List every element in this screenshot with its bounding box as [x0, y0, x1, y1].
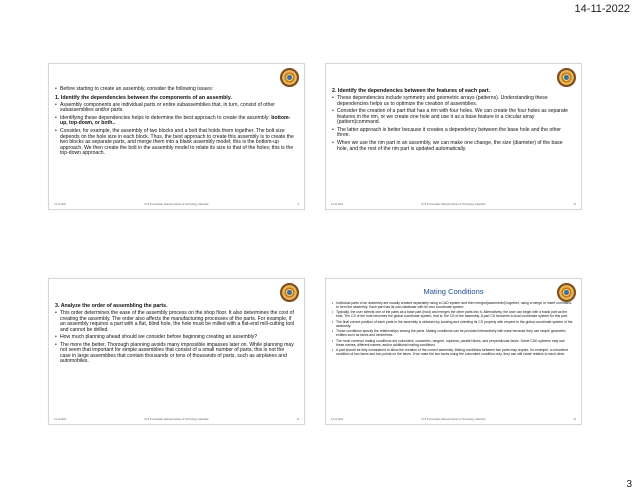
list-item: • The final correct position of each parts in the assembly is obtained by locating and orienting its CS properly with respect to the global coordinate system of the assembly. — [332, 321, 573, 329]
slide-content — [332, 302, 573, 358]
slide-thumbnail — [325, 278, 582, 425]
slide-footer — [54, 417, 299, 421]
institute-logo-icon — [557, 68, 576, 87]
slide-heading: 1. Identify the dependencies between the components of an assembly. — [55, 94, 232, 101]
slide-thumbnail — [325, 63, 582, 210]
slide-thumbnail — [48, 63, 305, 210]
list-item: • Typically, the user selects one of the parts as a base part (host) and merges the other parts into it. Alternatively, the user can begin with a blank part as the host. The CS of the host becomes the global coordinate system, that is, the CS of the assembly. A part CS becomes a local coordinate system for this part. — [332, 311, 573, 319]
slide-footer — [54, 202, 299, 206]
footer-institute: Dr B R Ambedkar National Institute of Technology, Jalandhar — [421, 203, 486, 206]
page-number: 3 — [626, 479, 632, 490]
footer-institute: Dr B R Ambedkar National Institute of Technology, Jalandhar — [144, 203, 209, 206]
footer-slide-number: 9 — [297, 203, 299, 206]
slide-heading: 2. Identify the dependencies between the features of each part. — [332, 88, 491, 94]
footer-date: 14-11-2022 — [54, 203, 67, 206]
slide-footer — [331, 417, 576, 421]
footer-slide-number: 12 — [573, 418, 576, 421]
page-date: 14-11-2022 — [574, 3, 630, 15]
footer-date: 14-11-2022 — [331, 203, 344, 206]
slide-footer — [331, 202, 576, 206]
footer-date: 14-11-2022 — [54, 418, 67, 421]
footer-institute: Dr B R Ambedkar National Institute of Technology, Jalandhar — [421, 418, 486, 421]
slide-content — [55, 302, 296, 367]
footer-slide-number: 11 — [296, 418, 299, 421]
list-item: • Individual parts of an assembly are usually created separately using a CAD system and then merged(assembled) together, using a merge or insert command, to form the assembly. Each part has its own database with its own coordinate system. — [332, 302, 573, 310]
list-item — [55, 116, 296, 127]
list-item: • Consider the creation of a part that has a rim with four holes. We can create the four holes as separate features in the rim, or we create one hole and use it as a base feature in a circular array (pattern)command. — [332, 109, 573, 126]
slide-content — [55, 87, 296, 159]
list-item: • How much planning ahead should we consider before beginning creating an assembly? — [55, 335, 296, 341]
footer-date: 14-11-2022 — [331, 418, 344, 421]
institute-logo-icon — [280, 283, 299, 302]
list-item: • These conditions specify the relationships among the parts. Mating conditions can be provided interactively with ease because they use simple geometric entities such as faces and centerlines. — [332, 330, 573, 338]
list-item: • When we use the rim part in an assembly, we can make one change, the size (diameter) of the base hole, and the rest of the rim part is updated automatically. — [332, 141, 573, 152]
institute-logo-icon — [280, 68, 299, 87]
footer-institute: Dr B R Ambedkar National Institute of Technology, Jalandhar — [144, 418, 209, 421]
list-item-text: Identifying these dependencies helps to determine the best approach to create the assembly: — [60, 114, 272, 121]
slide-thumbnail — [48, 278, 305, 425]
list-item: • These dependencies include symmetry and geometric arrays (patterns). Understanding these dependencies helps us to optimize the creation of assemblies. — [332, 96, 573, 107]
list-item: • Assembly components are individual parts or entire subassemblies that, in turn, consist of other subassemblies and/or parts. — [55, 103, 296, 114]
list-item: • The most common mating conditions are coincident, concentric, tangent, coplanar, parallel faces, and perpendicular faces. Some CAD systems may use these names, different names, and/or additional mating conditions. — [332, 340, 573, 348]
list-item: • The more the better. Thorough planning avoids many impossible impasses later on. While planning may not seem that important for simple assemblies that consist of a small number of parts, this is not the case in large assemblies that contain thousands or tens of thousands of parts, such as airplanes and automobiles. — [55, 343, 296, 365]
emphasis-text: bottom-up, top-down, or both.. — [60, 114, 291, 127]
slide-title: Mating Conditions — [423, 287, 484, 296]
list-item: • Before starting to create an assembly, consider the following issues: — [55, 87, 296, 93]
list-item: • The latter approach is better because it creates a dependency between the base hole and the other three. — [332, 128, 573, 139]
list-item: • A part should be fully constrained to allow the creation of the correct assembly. Mating conditions between two parts may require, for example, a coincident condition of two faces and two points on the faces. If we mate the two faces using the coincident condition only, they can still rotate relative to each other. — [332, 349, 573, 357]
slide-content — [332, 87, 573, 154]
slide-heading: 3. Analyze the order of assembling the parts. — [55, 303, 168, 309]
list-item: • This order determines the ease of the assembly process on the shop floor. It also determines the cost of creating the assembly. The order also affects the manufacturing processes of the parts. For example, if an assembly requires a part with a flat, blind hole, the hole must be milled with a flat-end mill-cutting tool and cannot be drilled. — [55, 311, 296, 333]
list-item: • Consider, for example, the assembly of two blocks and a bolt that holds them together. The bolt size depends on the hole size in each block. Thus, the best approach to create this assembly is to create the two blocks as separate parts, and merge them into a blank assembly model; this is the bottom-up approach. We then create the bolt in the assembly model to relate its size to that of the holes; this is the top-down approach. — [55, 129, 296, 157]
footer-slide-number: 10 — [573, 203, 576, 206]
